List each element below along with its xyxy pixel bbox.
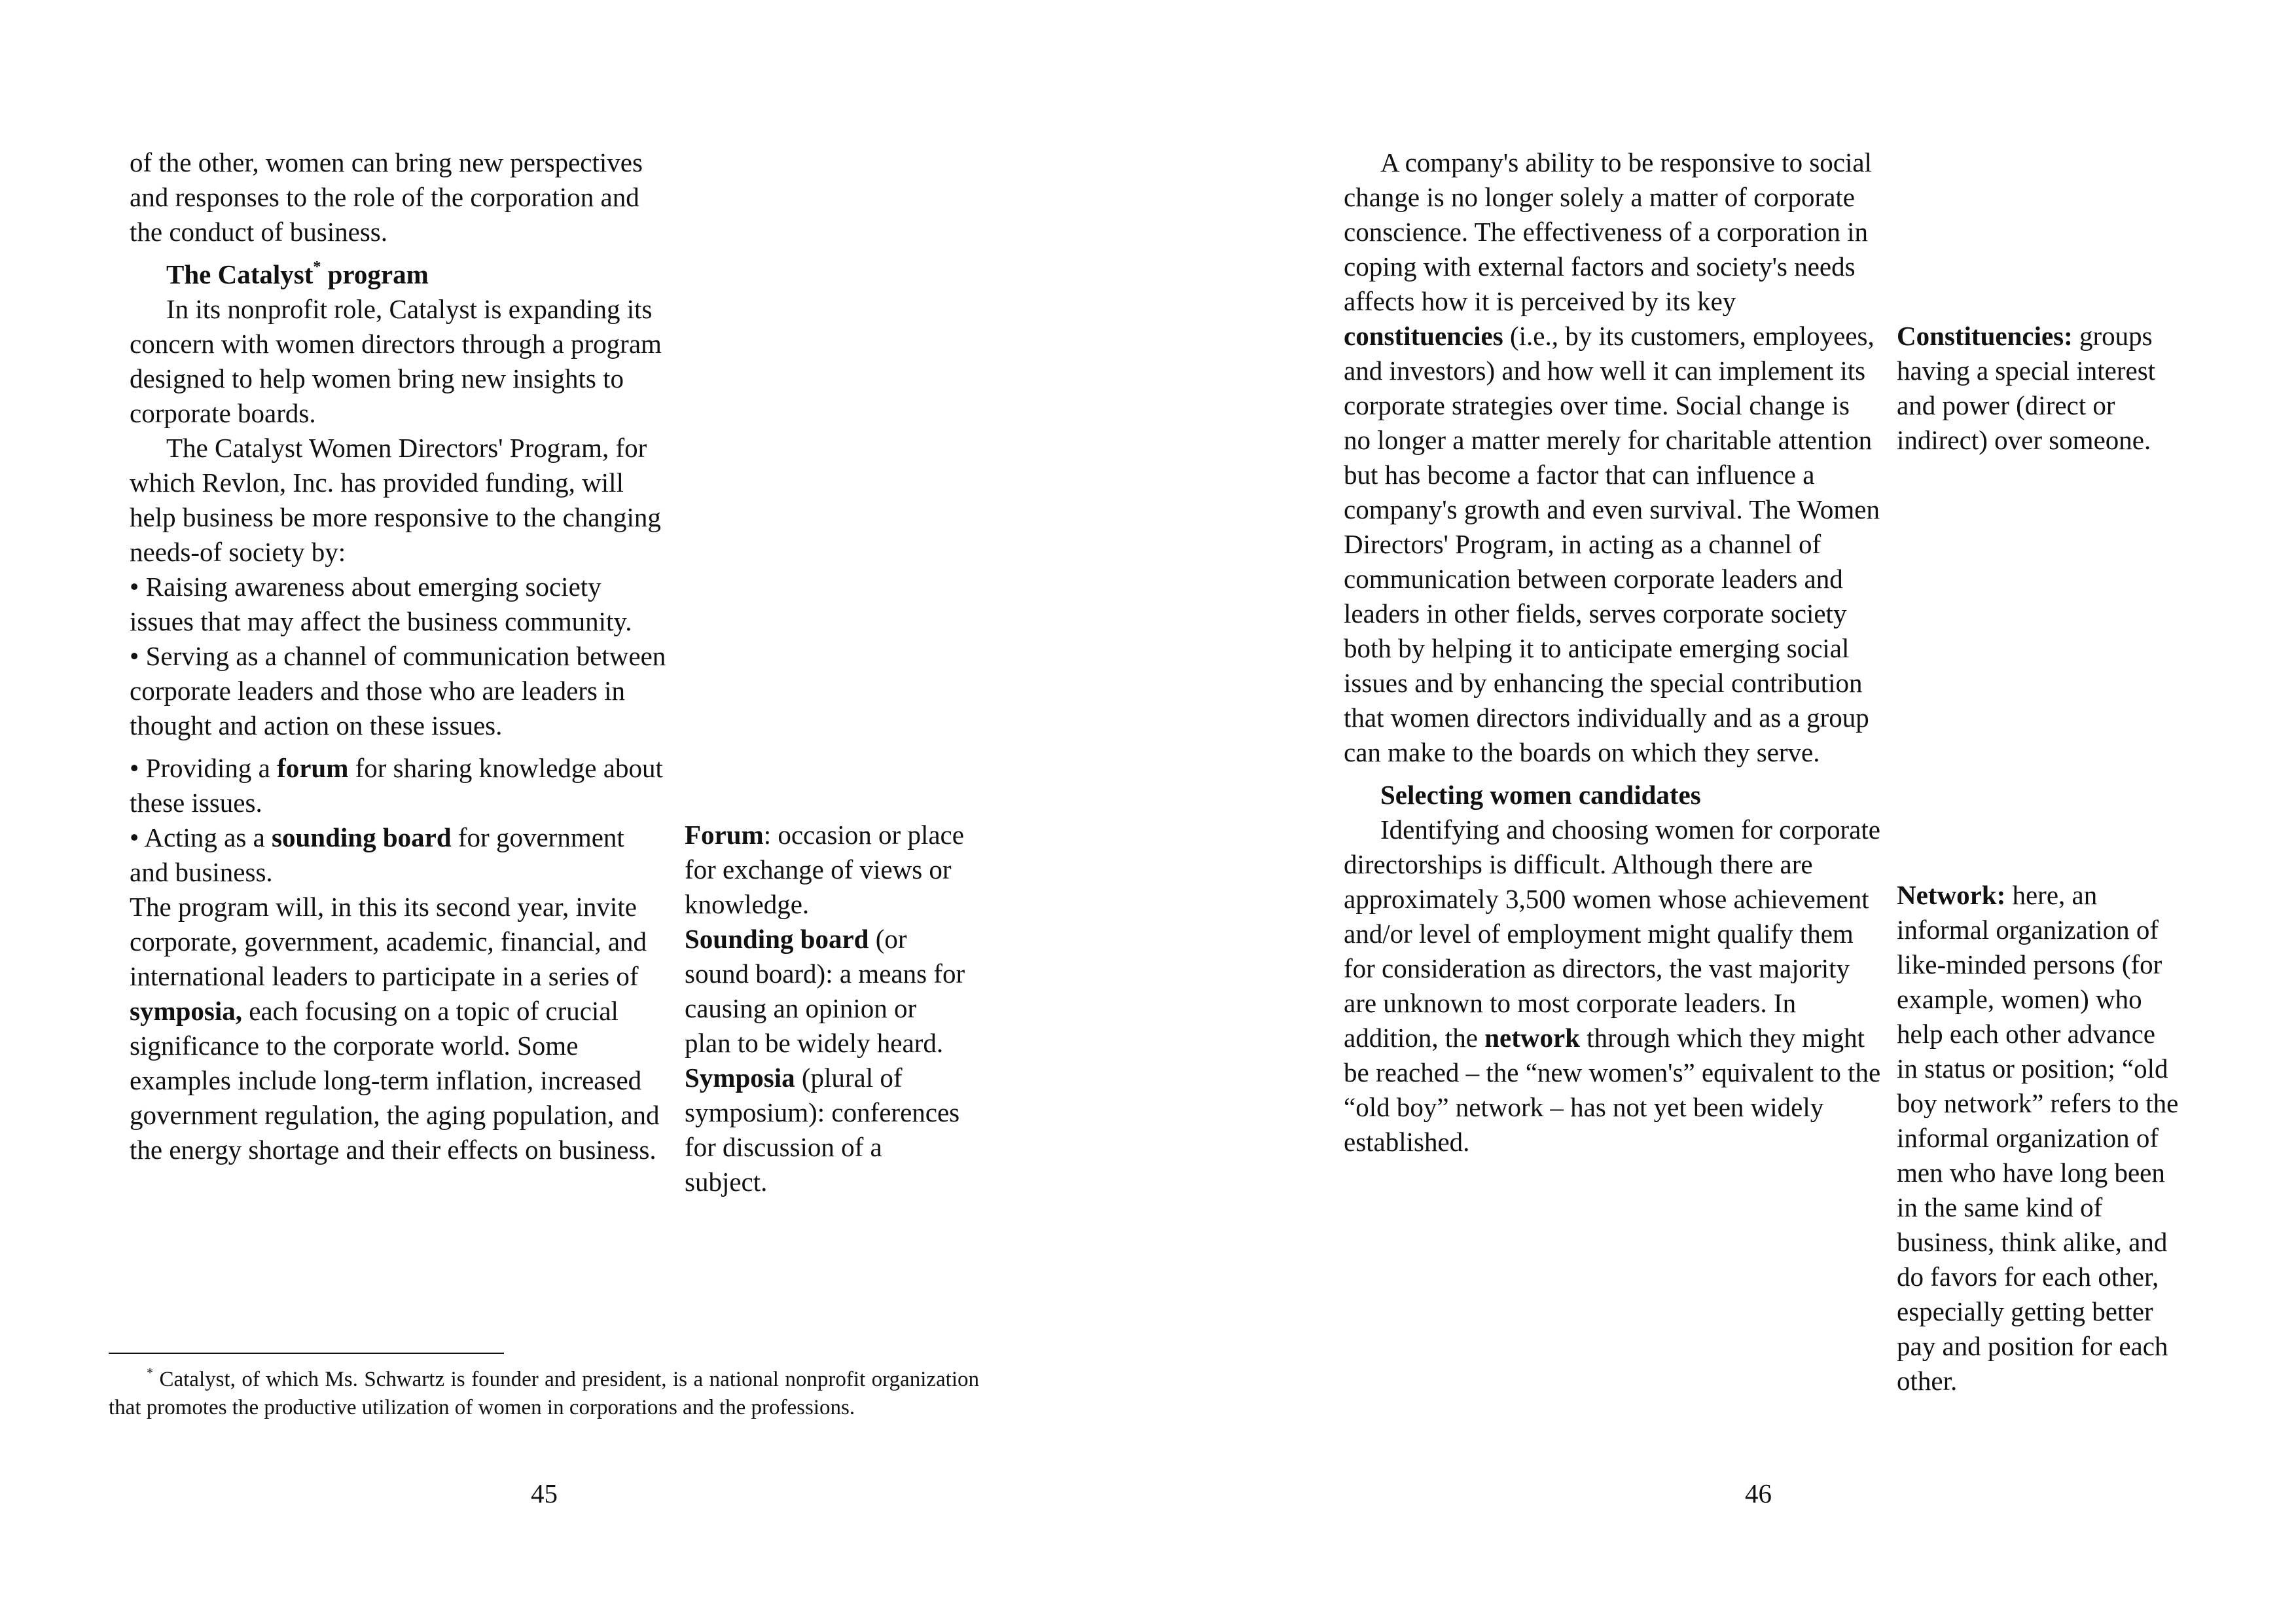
footnote-rule — [109, 1353, 504, 1354]
page-number-46: 46 — [1745, 1478, 1772, 1508]
bullet-forum-post: for sharing knowledge about these issues. — [130, 753, 663, 818]
symposia-term: symposia, — [130, 996, 243, 1026]
gloss-sounding-board — [685, 922, 966, 1061]
social-change-post: (i.e., by its customers, employees, and investors) and how well it can implement its corporate strategies over time. Social change is no longer a matter merely for charitable attention but has become a factor that can influence a company's growth and even survival. The Women Directors' Program, in acting as a channel of communication between corporate leaders and leaders in other fields, serves corporate society both by helping it to anticipate emerging social issues and by enhancing the special contribution that women directors individually and as a group can make to the boards on which they serve. — [1344, 321, 1880, 767]
nonprofit-role-paragraph: In its nonprofit role, Catalyst is expanding its concern with women directors through a program designed to help women bring new insights to corporate boards. — [130, 294, 662, 428]
left-intro-paragraph: of the other, women can bring new perspectives and responses to the role of the corporation and the conduct of business. — [130, 147, 643, 247]
gloss-constituencies-def: groups having a special interest and power (direct or indirect) over someone. — [1897, 321, 2156, 455]
catalyst-program-heading — [130, 257, 666, 292]
gloss-forum — [685, 818, 966, 922]
bullet-sounding-board — [130, 820, 666, 890]
gloss-constituencies-term: Constituencies: — [1897, 321, 2073, 351]
gloss-symposia-def: (plural of symposium): conferences for discussion of a subject. — [685, 1063, 960, 1197]
gloss-sounding-def: (or sound board): a means for causing an opinion or plan to be widely heard. — [685, 924, 965, 1058]
social-change-pre: A company's ability to be responsive to social change is no longer solely a matter of corporate conscience. The effectiveness of a corporation in coping with external factors and society's needs affects how it is perceived by its key — [1344, 147, 1872, 316]
symposia-post: each focusing on a topic of crucial significance to the corporate world. Some examples include long-term inflation, increased government regulation, the aging population, and the energy shortage and their effects on business. — [130, 996, 660, 1165]
bullet-raising-awareness: • Raising awareness about emerging society issues that may affect the business community. — [130, 572, 632, 636]
program-funding-paragraph: The Catalyst Women Directors' Program, for which Revlon, Inc. has provided funding, will help business be more responsive to the changing needs-of society by: — [130, 433, 661, 567]
heading-main-text: The Catalyst — [166, 259, 314, 289]
network-term: network — [1484, 1023, 1580, 1053]
symposia-pre: The program will, in this its second year, invite corporate, government, academic, financial, and international leaders to participate in a series of — [130, 892, 647, 991]
gloss-constituencies — [1897, 319, 2181, 458]
gloss-symposia-term: Symposia — [685, 1063, 795, 1093]
gloss-network — [1897, 878, 2181, 1398]
footnote-marker: * — [147, 1366, 153, 1380]
heading-footnote-marker: * — [313, 259, 321, 276]
bullet-forum-term: forum — [277, 753, 349, 783]
gloss-symposia — [685, 1061, 966, 1199]
identifying-women-paragraph — [1344, 812, 1882, 1159]
bullet-forum — [130, 751, 666, 820]
gloss-forum-def: : occasion or place for exchange of views or knowledge. — [685, 820, 964, 919]
page-number-45: 45 — [531, 1478, 558, 1508]
identifying-pre: Identifying and choosing women for corporate directorships is difficult. Although there are approximately 3,500 women whose achievement and/or level of employment might qualify them for consideration as directors, the vast majority are unknown to most corporate leaders. In addition, the — [1344, 814, 1880, 1053]
right-glossary-constituencies — [1897, 319, 2181, 458]
social-change-paragraph — [1344, 145, 1882, 770]
constituencies-term: constituencies — [1344, 321, 1503, 351]
left-glossary-column — [685, 818, 966, 1199]
footnote-text: Catalyst, of which Ms. Schwartz is founder and president, is a national nonprofit organization that promotes the productive utilization of women in corporations and the professions. — [109, 1368, 979, 1419]
footnote — [109, 1366, 979, 1422]
right-glossary-network — [1897, 878, 2181, 1398]
symposia-paragraph — [130, 890, 666, 1167]
bullet-forum-pre: • Providing a — [130, 753, 278, 783]
bullet-sounding-pre: • Acting as a — [130, 822, 272, 852]
gloss-forum-term: Forum — [685, 820, 764, 850]
gloss-network-def: here, an informal organization of like-minded persons (for example, women) who help each other advance in status or position; “old boy network” refers to the informal organization of men who have long been in the same kind of business, think alike, and do favors for each other, especially getting better pay and position for each other. — [1897, 880, 2179, 1396]
selecting-candidates-heading: Selecting women candidates — [1380, 780, 1701, 810]
bullet-sounding-post: for government and business. — [130, 822, 624, 887]
bullet-channel-communication: • Serving as a channel of communication between corporate leaders and those who are leaders in thought and action on these issues. — [130, 641, 666, 740]
gloss-sounding-term: Sounding board — [685, 924, 869, 954]
identifying-post: through which they might be reached – the “new women's” equivalent to the “old boy” network – has not yet been widely established. — [1344, 1023, 1881, 1157]
right-main-column — [1344, 145, 1882, 1159]
gloss-network-term: Network: — [1897, 880, 2006, 910]
bullet-sounding-term: sounding board — [272, 822, 452, 852]
heading-tail-text: program — [321, 259, 429, 289]
left-main-column — [130, 145, 666, 1167]
